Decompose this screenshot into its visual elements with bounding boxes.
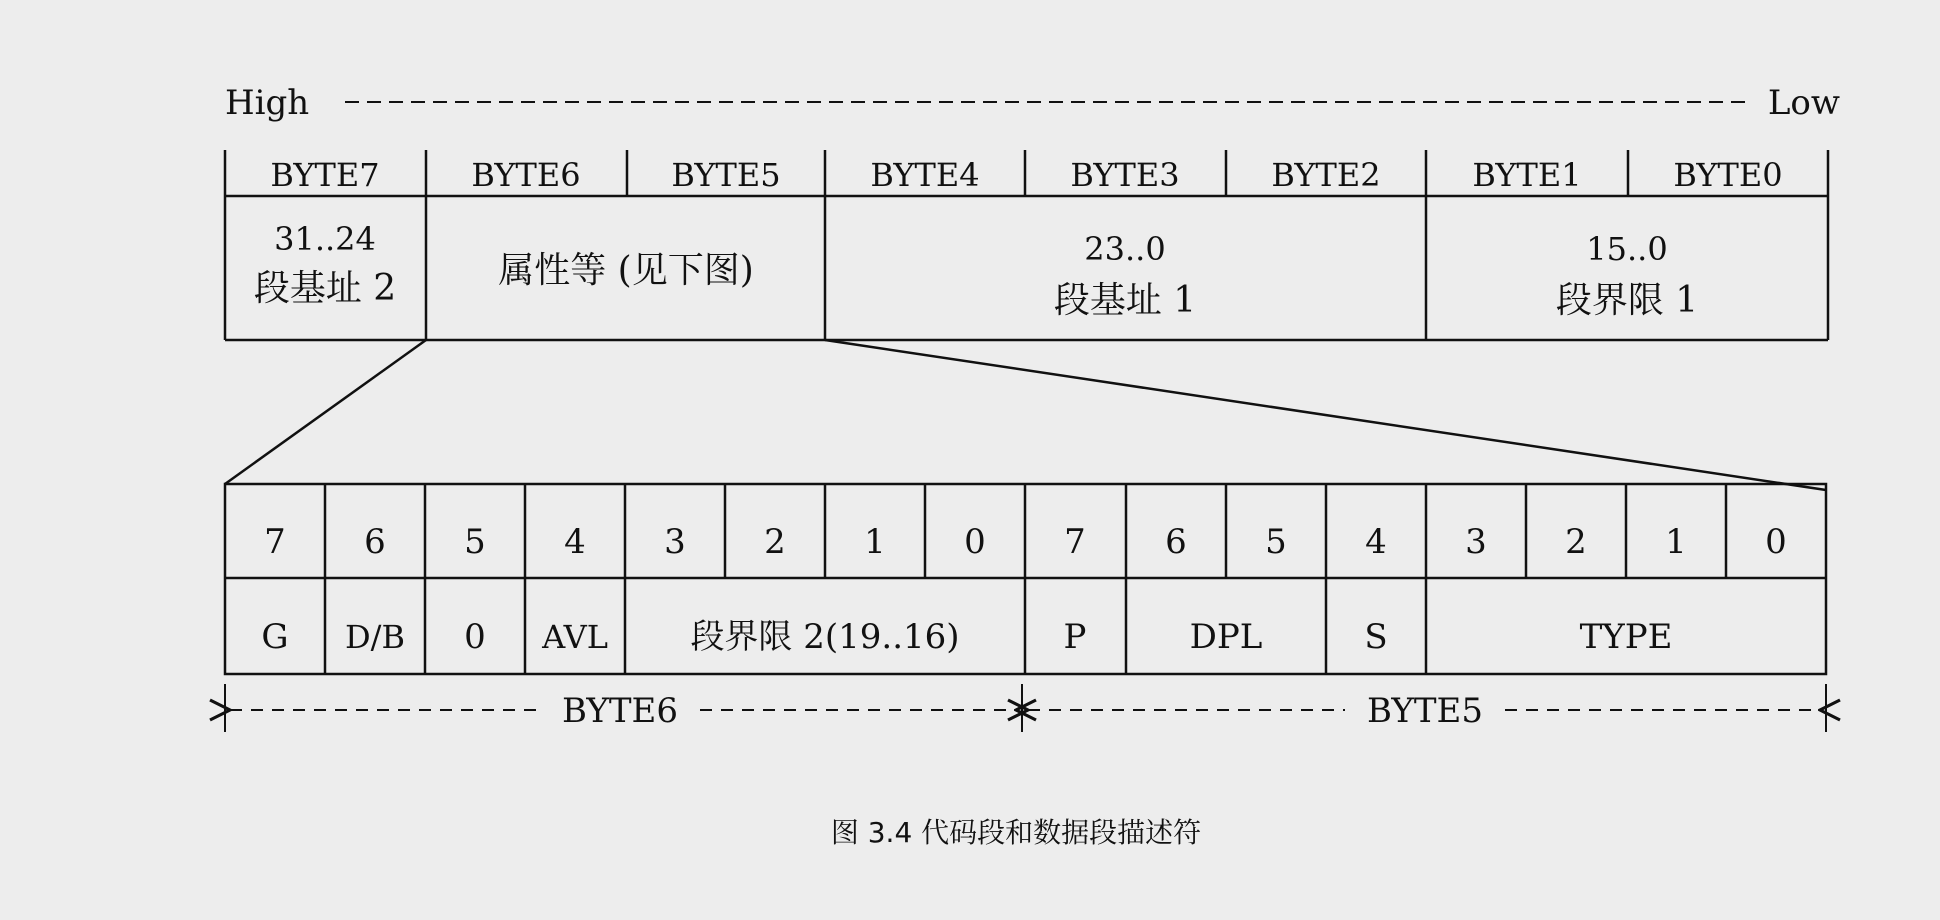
byte5-span-label: BYTE5 xyxy=(1367,691,1483,731)
header-byte7: BYTE7 xyxy=(270,156,380,194)
field-s: S xyxy=(1364,617,1388,657)
field-avl: AVL xyxy=(542,618,608,656)
byte-span-arrows xyxy=(225,684,1826,732)
low-label: Low xyxy=(1767,83,1840,123)
bit-byte6-3: 3 xyxy=(664,522,686,562)
bit-byte6-6: 6 xyxy=(364,522,386,562)
bit-byte6-0: 0 xyxy=(964,522,986,562)
bit-byte5-0: 0 xyxy=(1765,522,1787,562)
bit-byte5-1: 1 xyxy=(1665,522,1687,562)
limit-low-name: 段界限 1 xyxy=(1555,280,1699,321)
bit-byte5-3: 3 xyxy=(1465,522,1487,562)
header-byte1: BYTE1 xyxy=(1472,156,1582,194)
bit-byte5-6: 6 xyxy=(1165,522,1187,562)
field-g: G xyxy=(261,617,289,657)
field-db: D/B xyxy=(345,618,405,656)
bit-byte6-7: 7 xyxy=(264,522,286,562)
bit-byte6-1: 1 xyxy=(864,522,886,562)
bit-byte5-4: 4 xyxy=(1365,522,1387,562)
header-byte4: BYTE4 xyxy=(870,156,980,194)
attributes-cell: 属性等 (见下图) xyxy=(498,250,754,291)
bit-byte6-2: 2 xyxy=(764,522,786,562)
header-byte6: BYTE6 xyxy=(471,156,581,194)
header-byte3: BYTE3 xyxy=(1070,156,1180,194)
bit-byte6-4: 4 xyxy=(564,522,586,562)
header-byte0: BYTE0 xyxy=(1673,156,1783,194)
bit-byte5-2: 2 xyxy=(1565,522,1587,562)
bit-byte5-5: 5 xyxy=(1265,522,1287,562)
field-p: P xyxy=(1063,617,1087,657)
attribute-table xyxy=(225,484,1826,674)
base-low-name: 段基址 1 xyxy=(1053,280,1197,321)
base-low-bits: 23..0 xyxy=(1084,230,1166,268)
zoom-line-right xyxy=(825,340,1826,490)
bit-byte5-7: 7 xyxy=(1064,522,1086,562)
field-dpl: DPL xyxy=(1189,617,1263,657)
base-high-name: 段基址 2 xyxy=(253,268,397,309)
byte6-span-label: BYTE6 xyxy=(562,691,678,731)
bit-byte6-5: 5 xyxy=(464,522,486,562)
zoom-line-left xyxy=(225,340,426,484)
field-limit-high: 段界限 2(19..16) xyxy=(690,617,960,657)
limit-low-bits: 15..0 xyxy=(1586,230,1668,268)
field-zero: 0 xyxy=(464,617,486,657)
base-high-bits: 31..24 xyxy=(274,220,376,258)
descriptor-table xyxy=(225,150,1828,340)
header-byte2: BYTE2 xyxy=(1271,156,1381,194)
field-type: TYPE xyxy=(1579,617,1673,657)
figure-caption: 图 3.4 代码段和数据段描述符 xyxy=(830,816,1202,849)
header-byte5: BYTE5 xyxy=(671,156,781,194)
high-label: High xyxy=(225,83,310,123)
